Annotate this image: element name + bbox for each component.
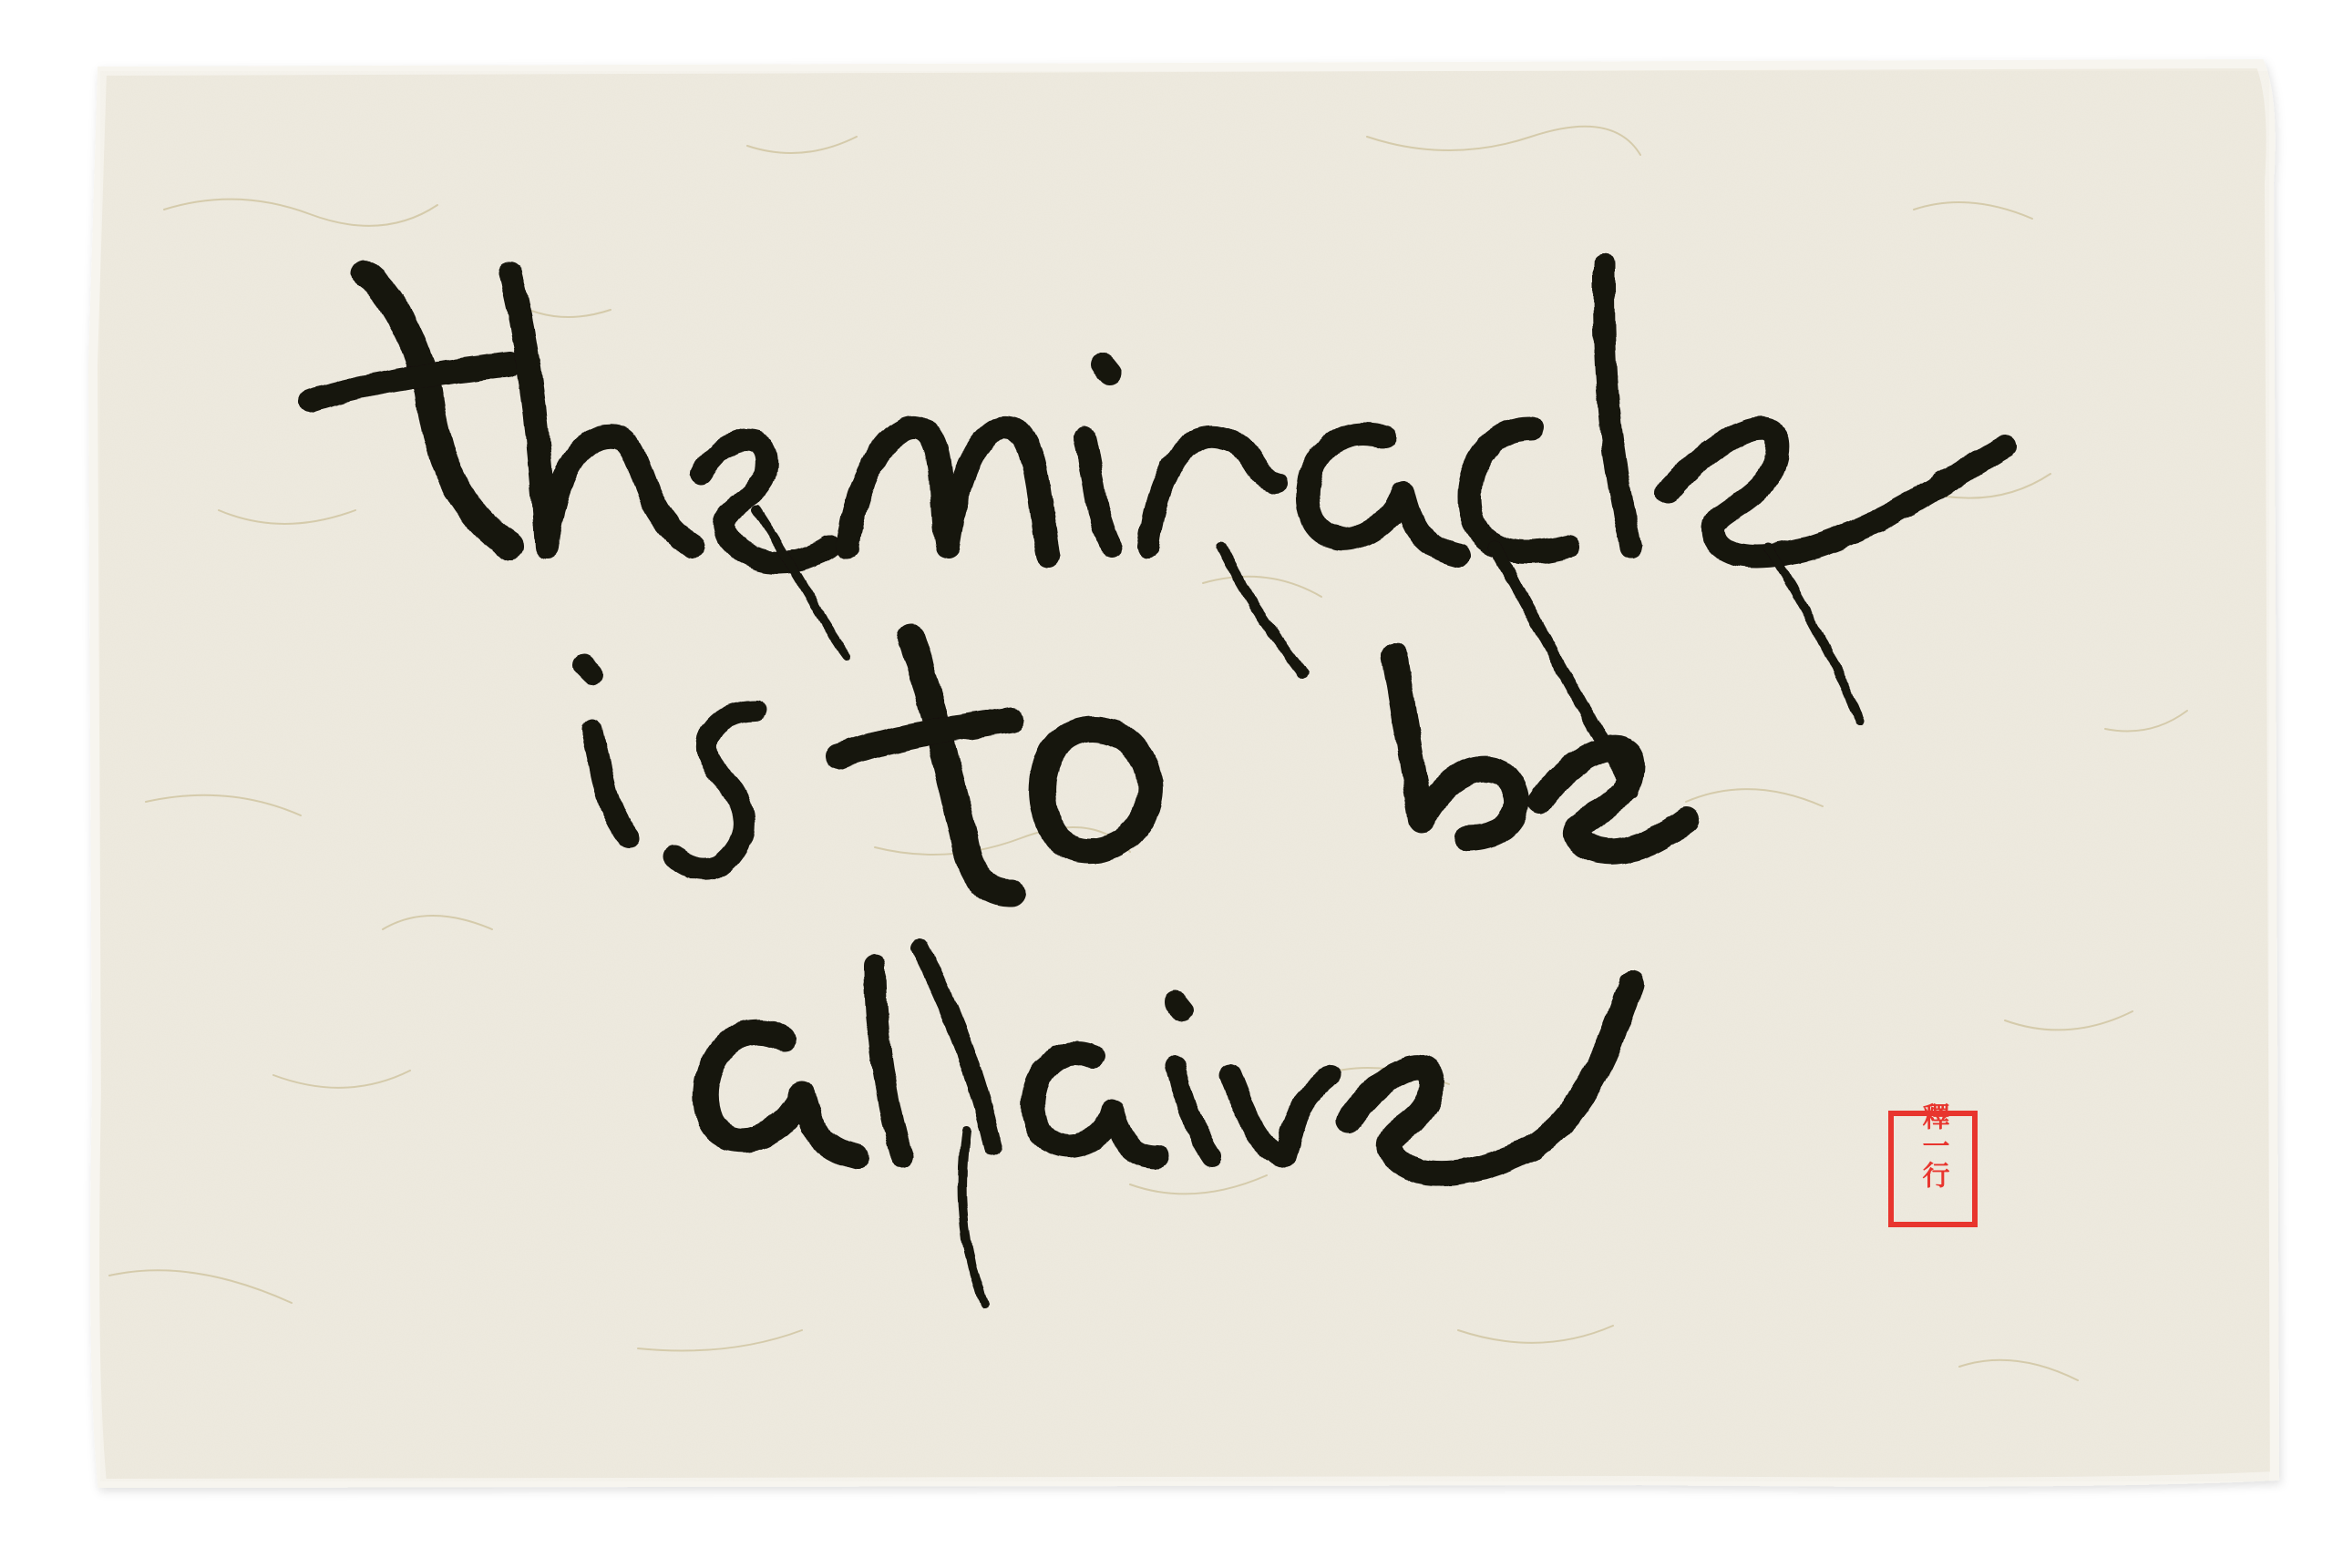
seal-characters: 釋一行 <box>1917 1102 1949 1190</box>
paper-texture <box>100 71 2269 1481</box>
